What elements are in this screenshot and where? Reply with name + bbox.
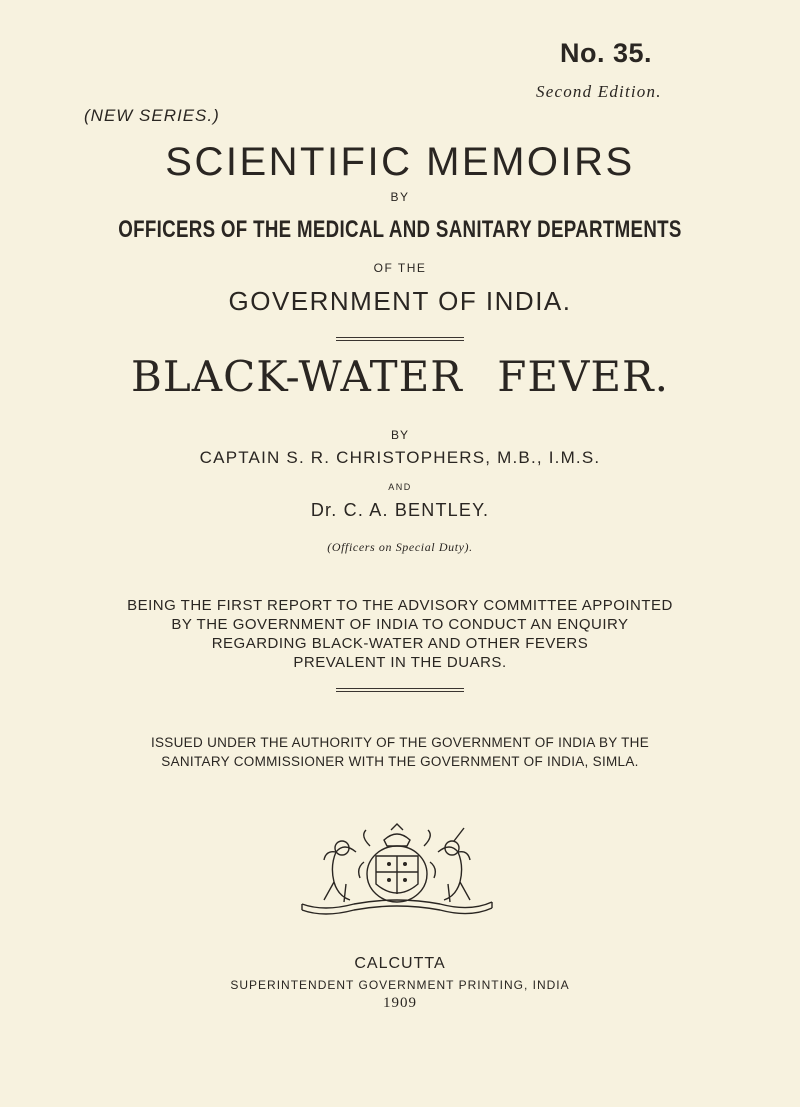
author-christophers: CAPTAIN S. R. CHRISTOPHERS, M.B., I.M.S. bbox=[199, 448, 601, 467]
divider-rule bbox=[336, 688, 464, 689]
series-label: (NEW SERIES.) bbox=[84, 106, 220, 125]
edition-label: Second Edition. bbox=[536, 82, 662, 101]
and-label: AND bbox=[388, 482, 412, 492]
authors-note: (Officers on Special Duty). bbox=[327, 540, 473, 554]
divider-rule bbox=[336, 340, 464, 341]
officers-heading: OFFICERS OF THE MEDICAL AND SANITARY DEPARTMENTS bbox=[118, 216, 682, 243]
by-label-authors: BY bbox=[390, 428, 409, 442]
issued-statement bbox=[0, 733, 800, 771]
by-label: BY bbox=[390, 190, 410, 204]
issued-line: SANITARY COMMISSIONER WITH THE GOVERNMENT OF INDIA, SIMLA. bbox=[161, 754, 639, 769]
main-title: SCIENTIFIC MEMOIRS bbox=[165, 140, 635, 184]
divider-rule bbox=[336, 691, 464, 692]
royal-coat-of-arms-emblem bbox=[294, 822, 500, 922]
report-description bbox=[0, 596, 800, 672]
imprint-printer: SUPERINTENDENT GOVERNMENT PRINTING, INDIA bbox=[230, 978, 570, 992]
author-bentley: Dr. C. A. BENTLEY. bbox=[310, 500, 490, 520]
report-line: BEING THE FIRST REPORT TO THE ADVISORY COMMITTEE APPOINTED bbox=[127, 597, 673, 614]
issued-line: ISSUED UNDER THE AUTHORITY OF THE GOVERNMENT OF INDIA BY THE bbox=[150, 735, 650, 750]
of-the-label: OF THE bbox=[373, 261, 427, 275]
report-line: BY THE GOVERNMENT OF INDIA TO CONDUCT AN ENQUIRY bbox=[171, 616, 629, 633]
memoir-number: No. 35. bbox=[560, 38, 653, 68]
report-line: REGARDING BLACK-WATER AND OTHER FEVERS bbox=[211, 635, 589, 652]
imprint-year: 1909 bbox=[383, 995, 417, 1011]
government-heading: GOVERNMENT OF INDIA. bbox=[228, 286, 572, 316]
imprint-city: CALCUTTA bbox=[354, 955, 446, 972]
report-line: PREVALENT IN THE DUARS. bbox=[293, 654, 507, 671]
divider-rule bbox=[336, 337, 464, 338]
subject-title: BLACK-WATER FEVER. bbox=[131, 352, 669, 401]
